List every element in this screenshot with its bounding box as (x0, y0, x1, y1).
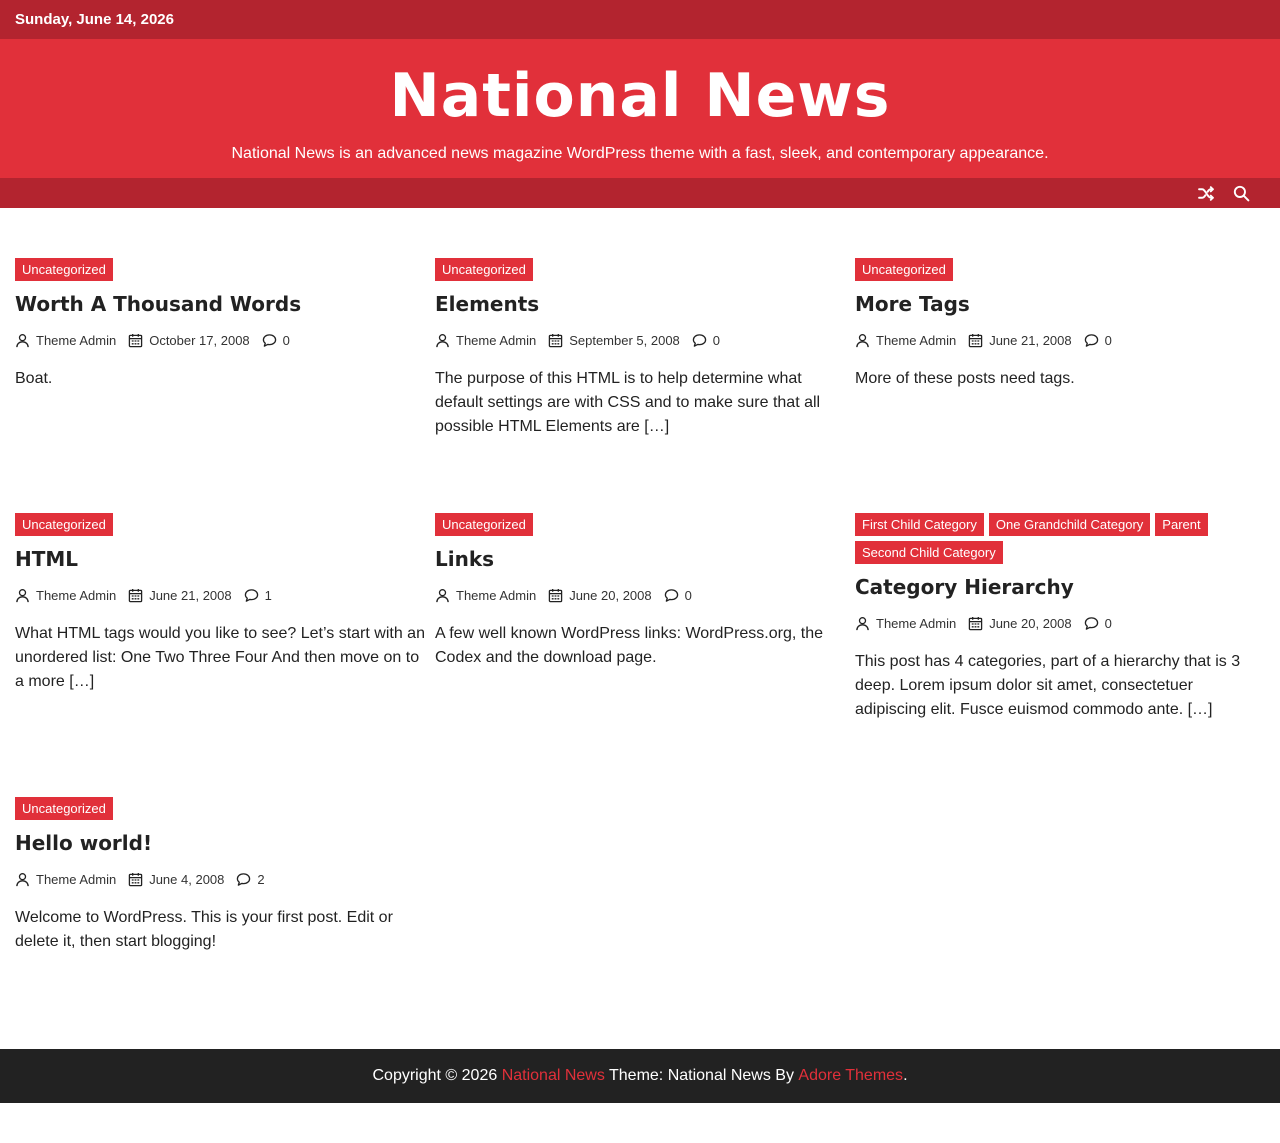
post-categories (15, 513, 425, 536)
post-title[interactable]: More Tags (855, 292, 970, 316)
comment-icon (692, 333, 713, 348)
calendar-icon (128, 872, 149, 887)
comment-count: 0 (684, 587, 692, 603)
post-categories (15, 258, 425, 281)
date-text: September 5, 2008 (569, 332, 680, 348)
comment-count: 1 (264, 587, 272, 603)
search-icon[interactable] (1233, 185, 1250, 202)
post-meta (855, 331, 1265, 349)
user-icon (855, 333, 876, 348)
post-date[interactable] (128, 872, 224, 887)
site-header (0, 39, 1280, 178)
category-badge[interactable]: Uncategorized (855, 258, 953, 281)
post-categories (855, 258, 1265, 281)
category-badge[interactable]: Parent (1155, 513, 1207, 536)
post-comments[interactable] (664, 588, 692, 603)
post-card (435, 258, 845, 439)
post-comments[interactable] (692, 333, 720, 348)
post-card (15, 797, 425, 954)
post-meta (15, 870, 425, 888)
post-card (15, 258, 425, 391)
top-bar (0, 0, 1280, 39)
post-title[interactable]: Worth A Thousand Words (15, 292, 302, 316)
user-icon (15, 872, 36, 887)
footer-author-link[interactable]: Adore Themes (798, 1067, 904, 1084)
post-date[interactable] (548, 333, 680, 348)
post-excerpt: What HTML tags would you like to see? Let’s start with an unordered list: One Two Three Four And then move on to a more […] (15, 625, 425, 690)
calendar-icon (128, 588, 149, 603)
category-badge[interactable]: Second Child Category (855, 541, 1003, 564)
post-categories (435, 513, 845, 536)
post-title[interactable]: Category Hierarchy (855, 575, 1074, 599)
post-meta (435, 586, 845, 604)
calendar-icon (548, 588, 569, 603)
post-excerpt: More of these posts need tags. (855, 370, 1075, 387)
post-excerpt: The purpose of this HTML is to help determine what default settings are with CSS and to make sure that all possible HTML Elements are […] (435, 370, 821, 435)
post-card (435, 513, 845, 670)
calendar-icon (968, 333, 989, 348)
post-excerpt: A few well known WordPress links: WordPress.org, the Codex and the download page. (435, 625, 823, 666)
post-title[interactable]: Links (435, 547, 495, 571)
post-author[interactable] (15, 588, 116, 603)
post-date[interactable] (968, 333, 1071, 348)
calendar-icon (128, 333, 149, 348)
comment-count: 0 (282, 332, 290, 348)
comment-icon (262, 333, 283, 348)
post-author[interactable] (15, 333, 116, 348)
user-icon (435, 588, 456, 603)
posts-grid (0, 208, 1280, 1049)
comment-icon (1084, 616, 1105, 631)
main-navigation (0, 178, 1280, 208)
footer-copyright: Copyright © 2026 (372, 1067, 502, 1084)
post-excerpt: Boat. (15, 370, 53, 387)
user-icon (435, 333, 456, 348)
author-name: Theme Admin (456, 332, 537, 348)
comment-count: 0 (1104, 332, 1112, 348)
category-badge[interactable]: Uncategorized (15, 797, 113, 820)
calendar-icon (548, 333, 569, 348)
post-date[interactable] (548, 588, 651, 603)
post-card (15, 513, 425, 694)
current-date: Sunday, June 14, 2026 (15, 11, 174, 28)
post-comments[interactable] (236, 872, 264, 887)
site-title[interactable]: National News (389, 61, 891, 131)
comment-count: 0 (712, 332, 721, 348)
user-icon (15, 333, 36, 348)
calendar-icon (968, 616, 989, 631)
post-card (855, 258, 1265, 391)
date-text: June 20, 2008 (989, 615, 1072, 631)
post-comments[interactable] (244, 588, 272, 603)
author-name: Theme Admin (876, 615, 957, 631)
author-name: Theme Admin (36, 332, 117, 348)
date-text: June 4, 2008 (149, 871, 225, 887)
post-title[interactable]: HTML (15, 547, 79, 571)
post-author[interactable] (15, 872, 116, 887)
category-badge[interactable]: One Grandchild Category (989, 513, 1150, 536)
footer-site-link[interactable]: National News (501, 1067, 605, 1084)
comment-icon (1084, 333, 1105, 348)
date-text: June 20, 2008 (569, 587, 652, 603)
author-name: Theme Admin (36, 871, 117, 887)
post-excerpt: Welcome to WordPress. This is your first post. Edit or delete it, then start blogging! (15, 909, 393, 950)
post-author[interactable] (435, 588, 536, 603)
comment-count: 0 (1104, 615, 1112, 631)
post-author[interactable] (855, 333, 956, 348)
category-badge[interactable]: Uncategorized (435, 513, 533, 536)
user-icon (15, 588, 36, 603)
user-icon (855, 616, 876, 631)
post-meta (435, 331, 845, 349)
post-title[interactable]: Hello world! (15, 831, 153, 855)
date-text: October 17, 2008 (149, 332, 250, 348)
category-badge[interactable]: Uncategorized (435, 258, 533, 281)
post-date[interactable] (128, 588, 231, 603)
category-badge[interactable]: First Child Category (855, 513, 984, 536)
site-description: National News is an advanced news magazine WordPress theme with a fast, sleek, and contemporary appearance. (231, 145, 1049, 162)
post-categories (435, 258, 845, 281)
comment-icon (244, 588, 265, 603)
post-author[interactable] (855, 616, 956, 631)
post-date[interactable] (128, 333, 249, 348)
post-categories (15, 797, 425, 820)
post-comments[interactable] (1084, 616, 1112, 631)
post-title[interactable]: Elements (435, 292, 540, 316)
author-name: Theme Admin (876, 332, 957, 348)
date-text: June 21, 2008 (149, 587, 232, 603)
post-comments[interactable] (262, 333, 290, 348)
author-name: Theme Admin (36, 587, 117, 603)
footer-theme-text: Theme: National News By (604, 1067, 799, 1084)
category-badge[interactable]: Uncategorized (15, 513, 113, 536)
post-card (855, 513, 1265, 722)
post-meta (15, 586, 425, 604)
post-meta (855, 614, 1265, 632)
post-author[interactable] (435, 333, 536, 348)
post-meta (15, 331, 425, 349)
footer-suffix: . (903, 1067, 908, 1084)
post-date[interactable] (968, 616, 1071, 631)
comment-icon (236, 872, 257, 887)
post-excerpt: This post has 4 categories, part of a hierarchy that is 3 deep. Lorem ipsum dolor sit amet, consectetuer adipiscing elit. Fusce euismod commodo ante. […] (855, 653, 1241, 718)
post-categories (855, 513, 1265, 564)
post-comments[interactable] (1084, 333, 1112, 348)
shuffle-icon[interactable] (1198, 185, 1215, 202)
date-text: June 21, 2008 (989, 332, 1072, 348)
author-name: Theme Admin (456, 587, 537, 603)
site-footer (0, 1049, 1280, 1103)
comment-count: 2 (257, 871, 265, 887)
comment-icon (664, 588, 685, 603)
category-badge[interactable]: Uncategorized (15, 258, 113, 281)
